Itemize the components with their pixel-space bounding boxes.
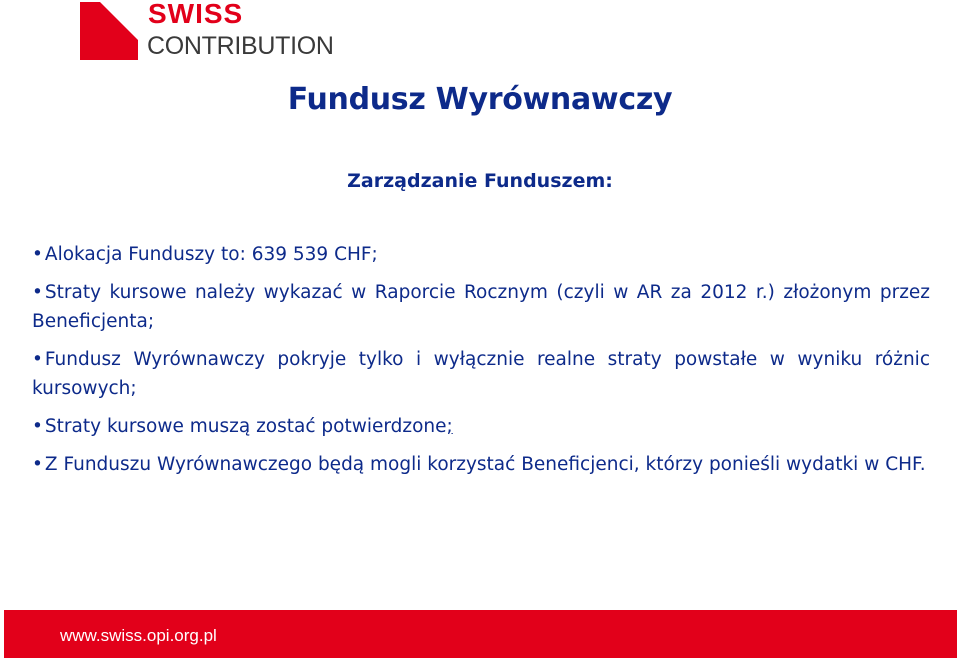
- bullet-item-fund-coverage: [32, 345, 930, 403]
- bullet-text: Straty kursowe muszą zostać potwierdzone: [44, 416, 447, 437]
- bullet-list: [32, 240, 930, 488]
- logo-corner-mark-icon: [80, 2, 138, 60]
- bullet-text: Straty kursowe należy wykazać w Raporcie Rocznym (czyli w AR za 2012 r.) złożonym przez Beneficjenta;: [32, 282, 930, 332]
- logo-text-swiss: SWISS: [148, 0, 244, 29]
- bullet-text: Z Funduszu Wyrównawczego będą mogli korzystać Beneficjenci, którzy ponieśli wydatki w CHF.: [44, 454, 926, 475]
- page-title: Fundusz Wyrównawczy: [287, 82, 673, 117]
- bullet-item-beneficiaries: [32, 450, 930, 479]
- bullet-text: Alokacja Funduszy to: 639 539 CHF;: [44, 244, 378, 265]
- logo-text-contribution: CONTRIBUTION: [147, 32, 334, 60]
- footer-url-link[interactable]: www.swiss.opi.org.pl: [60, 626, 217, 645]
- bullet-suffix: ;: [446, 416, 453, 437]
- bullet-item-exchange-losses-report: [32, 278, 930, 336]
- bullet-text: Fundusz Wyrównawczy pokryje tylko i wyłącznie realne straty powstałe w wyniku różnic kursowych;: [32, 349, 930, 399]
- section-subtitle: Zarządzanie Funduszem:: [347, 170, 613, 192]
- bullet-item-losses-confirmed: [32, 412, 930, 441]
- bullet-item-allocation: [32, 240, 930, 269]
- footer-bar: [4, 610, 957, 658]
